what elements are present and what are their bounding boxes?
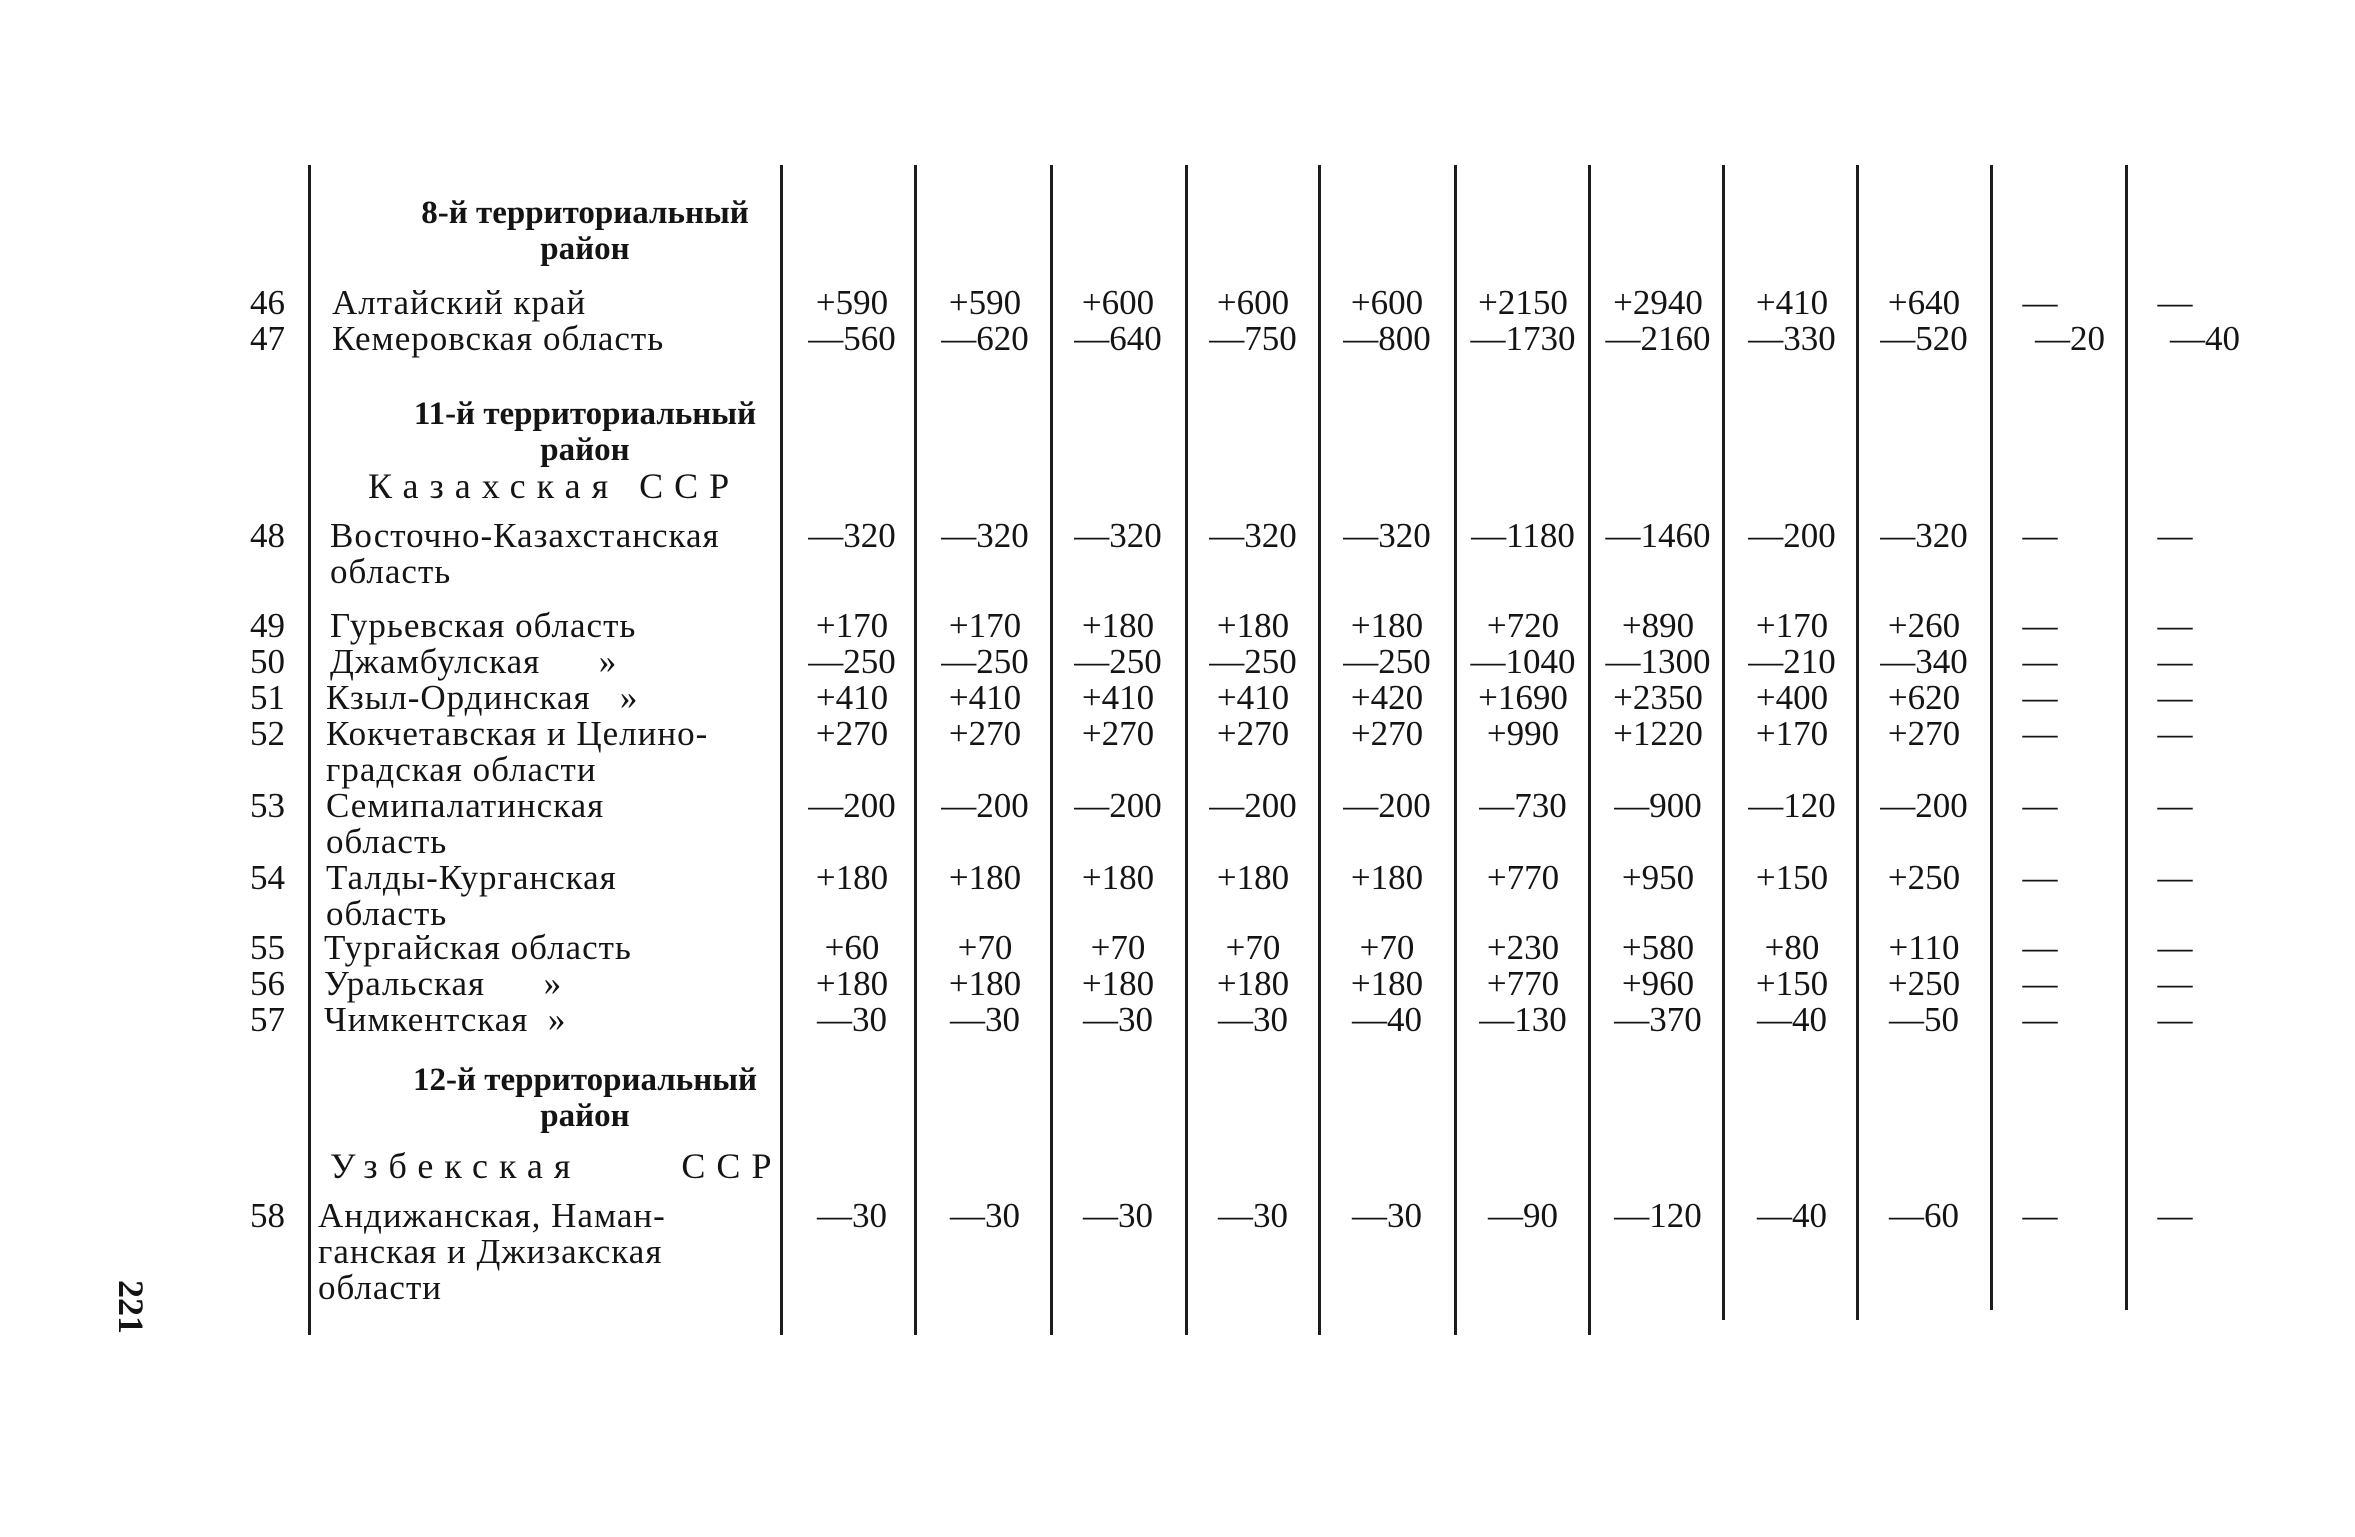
table-cell: +70 — [1090, 928, 1146, 967]
table-cell: — — [2157, 786, 2193, 825]
table-cell: — — [2022, 678, 2058, 717]
region-name: Гурьевская область — [330, 606, 637, 645]
table-cell: +600 — [1350, 283, 1424, 322]
table-cell: —370 — [1614, 1000, 1702, 1039]
table-cell: +410 — [815, 678, 889, 717]
table-cell: +600 — [1216, 283, 1290, 322]
table-cell: — — [2157, 678, 2193, 717]
table-cell: —750 — [1209, 319, 1297, 358]
table-cell: +250 — [1887, 964, 1961, 1003]
table-cell: —560 — [808, 319, 896, 358]
table-cell: — — [2157, 1000, 2193, 1039]
table-cell: —40 — [1757, 1196, 1827, 1235]
region-name: Алтайский край — [332, 283, 587, 322]
row-number: 57 — [250, 1000, 285, 1039]
section-heading: 8-й территориальный — [421, 195, 749, 231]
table-cell: — — [2022, 1196, 2058, 1235]
table-cell: +990 — [1486, 714, 1560, 753]
table-cell: +180 — [1216, 858, 1290, 897]
table-cell: +410 — [1216, 678, 1290, 717]
table-cell: — — [2022, 1000, 2058, 1039]
row-number: 46 — [250, 283, 285, 322]
table-cell: — — [2157, 283, 2193, 322]
table-cell: +640 — [1887, 283, 1961, 322]
table-cell: —30 — [1083, 1000, 1153, 1039]
region-name: Восточно-Казахстанская — [330, 516, 720, 555]
table-cell: —200 — [808, 786, 896, 825]
table-cell: +180 — [1081, 606, 1155, 645]
table-cell: +60 — [824, 928, 880, 967]
table-cell: —1040 — [1470, 642, 1576, 681]
region-name: область — [330, 552, 452, 591]
region-name: область — [326, 822, 448, 861]
table-cell: —520 — [1880, 319, 1968, 358]
region-name: градская области — [326, 750, 597, 789]
table-cell: — — [2022, 964, 2058, 1003]
table-cell: +170 — [815, 606, 889, 645]
table-cell: +270 — [948, 714, 1022, 753]
table-cell: —40 — [2170, 319, 2240, 358]
table-cell: — — [2022, 714, 2058, 753]
table-cell: +410 — [1081, 678, 1155, 717]
table-cell: +270 — [1887, 714, 1961, 753]
table-cell: +70 — [1359, 928, 1415, 967]
table-cell: —30 — [817, 1196, 887, 1235]
row-number: 58 — [250, 1196, 285, 1235]
table-cell: —640 — [1074, 319, 1162, 358]
row-number: 48 — [250, 516, 285, 555]
table-cell: —250 — [1343, 642, 1431, 681]
table-cell: —250 — [808, 642, 896, 681]
table-cell: —130 — [1479, 1000, 1567, 1039]
table-cell: +960 — [1621, 964, 1695, 1003]
row-number: 47 — [250, 319, 285, 358]
table-cell: —250 — [1209, 642, 1297, 681]
table-cell: —40 — [1757, 1000, 1827, 1039]
table-cell: +80 — [1764, 928, 1820, 967]
table-cell: +180 — [1350, 964, 1424, 1003]
row-number: 54 — [250, 858, 285, 897]
table-cell: +270 — [815, 714, 889, 753]
table-cell: — — [2157, 928, 2193, 967]
table-cell: +180 — [1216, 606, 1290, 645]
table-cell: —320 — [808, 516, 896, 555]
table-cell: —330 — [1748, 319, 1836, 358]
table-cell: — — [2157, 516, 2193, 555]
region-name: Кзыл-Ординская » — [326, 678, 639, 717]
table-cell: —1180 — [1471, 516, 1575, 555]
table-cell: +1220 — [1613, 714, 1703, 753]
region-name: Андижанская, Наман- — [318, 1196, 666, 1235]
table-cell: —200 — [1343, 786, 1431, 825]
table-cell: —200 — [1209, 786, 1297, 825]
table-cell: —1460 — [1605, 516, 1711, 555]
table-cell: —200 — [1074, 786, 1162, 825]
region-name: Кемеровская область — [332, 319, 665, 358]
section-heading: район — [540, 432, 630, 468]
table-cell: +770 — [1486, 858, 1560, 897]
table-cell: +180 — [1081, 964, 1155, 1003]
table-cell: +620 — [1887, 678, 1961, 717]
table-cell: —30 — [1352, 1196, 1422, 1235]
table-cell: +260 — [1887, 606, 1961, 645]
table-cell: +230 — [1486, 928, 1560, 967]
table-cell: —30 — [1218, 1000, 1288, 1039]
table-cell: —320 — [1209, 516, 1297, 555]
table-cell: —250 — [941, 642, 1029, 681]
page-number: 221 — [111, 1280, 151, 1334]
table-cell: —200 — [1748, 516, 1836, 555]
table-cell: —620 — [941, 319, 1029, 358]
column-rule — [1588, 165, 1591, 1335]
region-name: Джамбулская » — [330, 642, 618, 681]
section-heading: район — [540, 231, 630, 267]
table-cell: — — [2157, 858, 2193, 897]
table-cell: +150 — [1755, 964, 1829, 1003]
table-cell: —320 — [1880, 516, 1968, 555]
republic-subheading: Узбекская ССР — [330, 1146, 783, 1186]
table-cell: — — [2022, 858, 2058, 897]
table-cell: —200 — [1880, 786, 1968, 825]
table-cell: +180 — [1081, 858, 1155, 897]
table-cell: —1730 — [1470, 319, 1576, 358]
table-cell: +150 — [1755, 858, 1829, 897]
table-cell: +70 — [957, 928, 1013, 967]
region-name: Уральская » — [324, 964, 563, 1003]
table-cell: —250 — [1074, 642, 1162, 681]
region-name: Талды-Курганская — [326, 858, 617, 897]
column-rule — [1454, 165, 1457, 1335]
table-cell: +180 — [815, 858, 889, 897]
table-cell: —50 — [1889, 1000, 1959, 1039]
table-cell: —30 — [1083, 1196, 1153, 1235]
table-cell: —2160 — [1605, 319, 1711, 358]
table-cell: +110 — [1888, 928, 1960, 967]
table-cell: —120 — [1614, 1196, 1702, 1235]
table-cell: +400 — [1755, 678, 1829, 717]
region-name: область — [326, 894, 448, 933]
table-cell: +410 — [1755, 283, 1829, 322]
republic-subheading: Казахская ССР — [368, 466, 741, 506]
table-cell: — — [2022, 516, 2058, 555]
table-cell: —200 — [941, 786, 1029, 825]
table-cell: —1300 — [1605, 642, 1711, 681]
table-cell: — — [2157, 606, 2193, 645]
table-cell: +270 — [1216, 714, 1290, 753]
table-cell: +410 — [948, 678, 1022, 717]
table-cell: —30 — [950, 1000, 1020, 1039]
table-cell: —800 — [1343, 319, 1431, 358]
table-cell: +590 — [948, 283, 1022, 322]
region-name: Кокчетавская и Целино- — [326, 714, 709, 753]
region-name: Семипалатинская — [326, 786, 605, 825]
column-rule — [1318, 165, 1321, 1335]
table-cell: — — [2022, 928, 2058, 967]
section-heading: 11-й территориальный — [413, 396, 757, 432]
table-cell: +580 — [1621, 928, 1695, 967]
table-cell: +2940 — [1613, 283, 1703, 322]
table-cell: +170 — [948, 606, 1022, 645]
table-cell: — — [2157, 642, 2193, 681]
table-cell: +720 — [1486, 606, 1560, 645]
table-cell: +70 — [1225, 928, 1281, 967]
table-cell: +270 — [1081, 714, 1155, 753]
table-cell: +890 — [1621, 606, 1695, 645]
table-cell: +590 — [815, 283, 889, 322]
table-cell: —40 — [1352, 1000, 1422, 1039]
table-cell: —320 — [941, 516, 1029, 555]
table-cell: —340 — [1880, 642, 1968, 681]
table-cell: —20 — [2035, 319, 2105, 358]
table-cell: —900 — [1614, 786, 1702, 825]
region-name: Чимкентская » — [324, 1000, 567, 1039]
row-number: 56 — [250, 964, 285, 1003]
table-cell: +770 — [1486, 964, 1560, 1003]
table-cell: +180 — [1350, 606, 1424, 645]
table-cell: —320 — [1074, 516, 1162, 555]
table-cell: — — [2157, 964, 2193, 1003]
table-cell: — — [2022, 606, 2058, 645]
table-cell: +420 — [1350, 678, 1424, 717]
table-cell: —60 — [1889, 1196, 1959, 1235]
table-cell: —30 — [950, 1196, 1020, 1235]
table-cell: +250 — [1887, 858, 1961, 897]
table-cell: +950 — [1621, 858, 1695, 897]
row-number: 55 — [250, 928, 285, 967]
region-name: Тургайская область — [324, 928, 632, 967]
table-cell: +180 — [948, 858, 1022, 897]
table-cell: —90 — [1488, 1196, 1558, 1235]
row-number: 52 — [250, 714, 285, 753]
row-number: 49 — [250, 606, 285, 645]
table-cell: +2150 — [1478, 283, 1568, 322]
table-cell: —120 — [1748, 786, 1836, 825]
table-cell: — — [2157, 1196, 2193, 1235]
column-rule — [308, 165, 311, 1335]
table-cell: +180 — [948, 964, 1022, 1003]
table-cell: +600 — [1081, 283, 1155, 322]
table-cell: +180 — [1216, 964, 1290, 1003]
table-cell: +1690 — [1478, 678, 1568, 717]
table-cell: +2350 — [1613, 678, 1703, 717]
section-heading: 12-й территориальный — [412, 1062, 758, 1098]
table-cell: — — [2022, 642, 2058, 681]
table-cell: +270 — [1350, 714, 1424, 753]
table-cell: — — [2022, 786, 2058, 825]
table-cell: — — [2157, 714, 2193, 753]
table-cell: —30 — [817, 1000, 887, 1039]
table-cell: —30 — [1218, 1196, 1288, 1235]
section-heading: район — [540, 1098, 630, 1134]
table-cell: +180 — [1350, 858, 1424, 897]
region-name: области — [318, 1268, 442, 1307]
row-number: 50 — [250, 642, 285, 681]
table-cell: +180 — [815, 964, 889, 1003]
row-number: 51 — [250, 678, 285, 717]
table-cell: +170 — [1755, 606, 1829, 645]
table-cell: —730 — [1479, 786, 1567, 825]
table-cell: —210 — [1748, 642, 1836, 681]
table-cell: — — [2022, 283, 2058, 322]
table-cell: +170 — [1755, 714, 1829, 753]
row-number: 53 — [250, 786, 285, 825]
region-name: ганская и Джизакская — [318, 1232, 663, 1271]
table-cell: —320 — [1343, 516, 1431, 555]
